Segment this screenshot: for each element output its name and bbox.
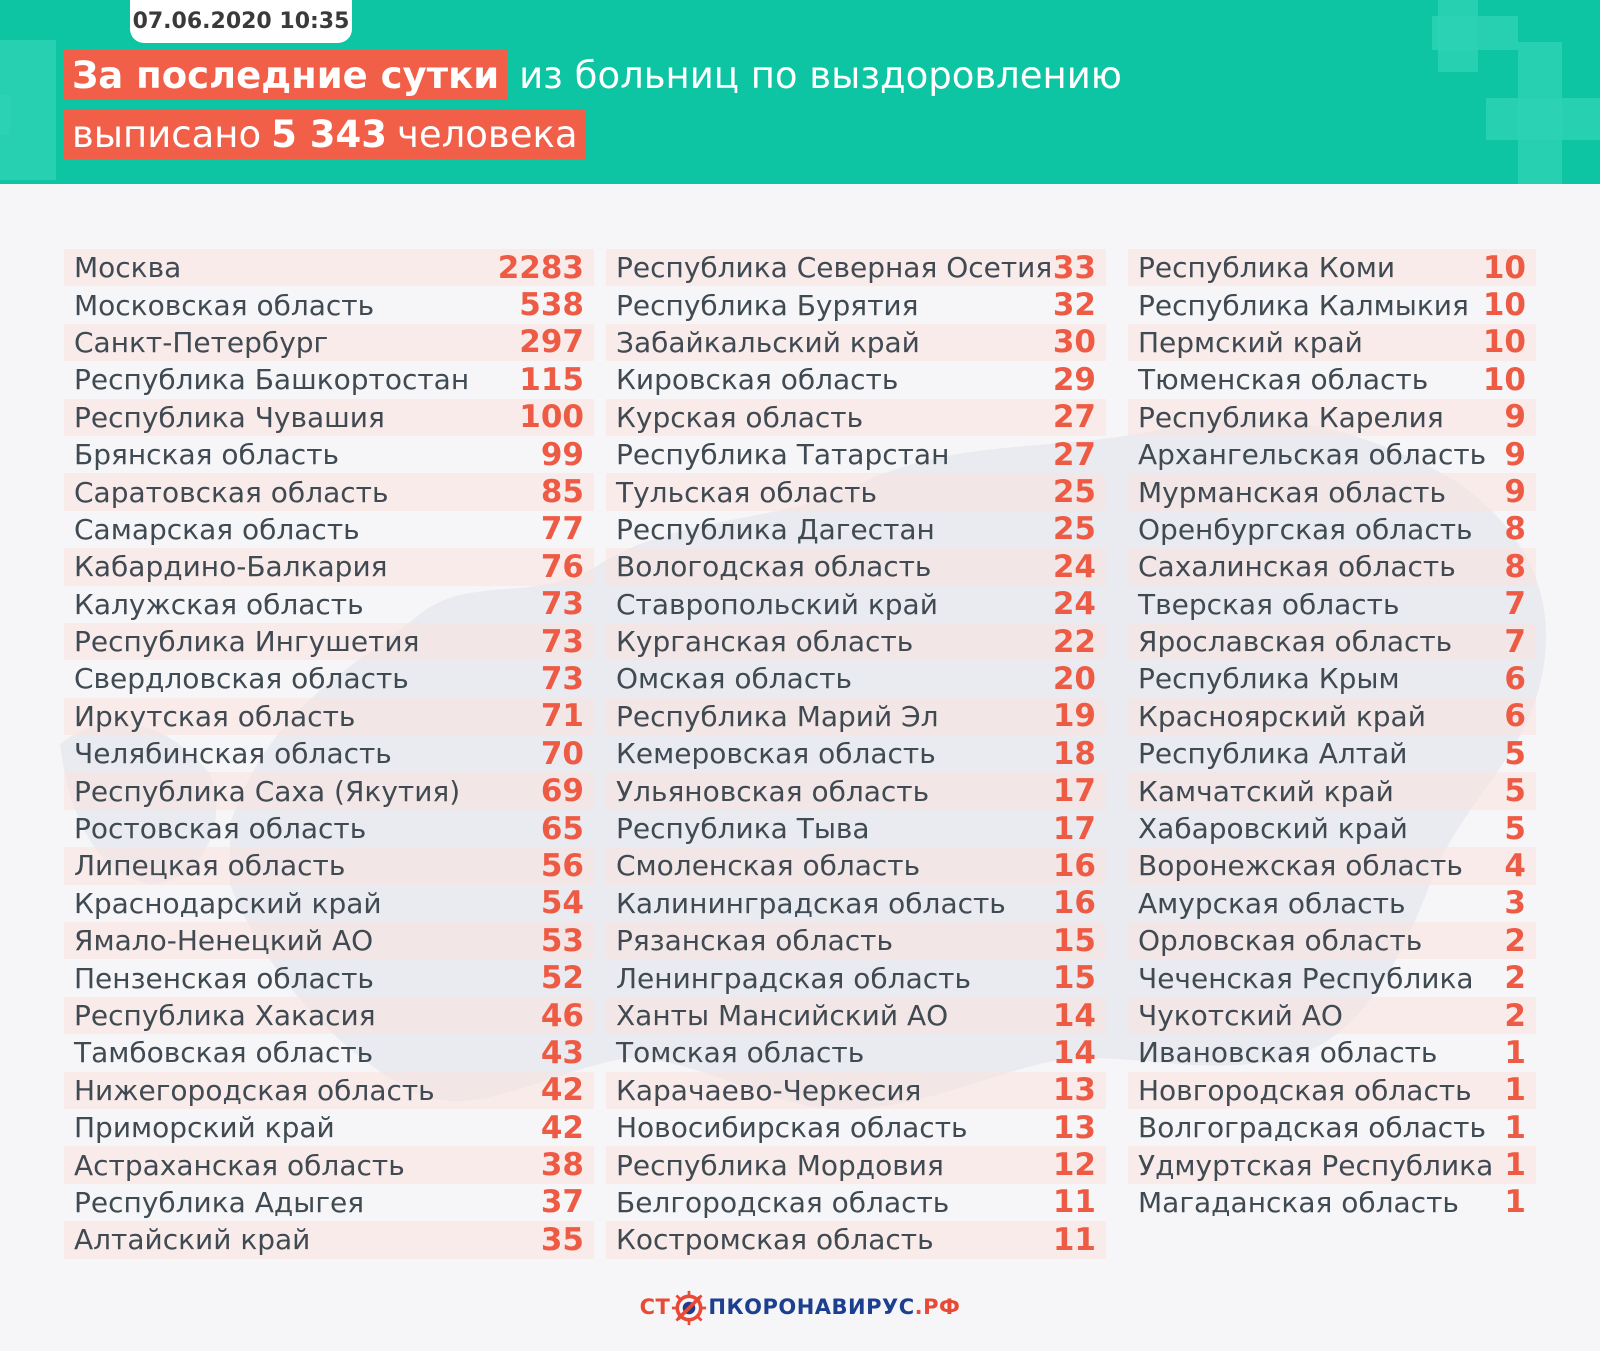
region-name: Оренбургская область [1138,512,1473,546]
region-row [606,361,1106,398]
region-count: 13 [1052,1072,1096,1109]
region-name: Краснодарский край [74,886,382,920]
region-row [1128,1109,1536,1146]
region-count: 13 [1052,1109,1096,1146]
region-count: 6 [1504,660,1526,697]
logo-text-left: СТ [639,1295,671,1319]
region-count: 52 [540,960,584,997]
region-row [64,660,594,697]
region-count: 15 [1052,960,1096,997]
title-highlight: За последние сутки [64,50,507,100]
header-banner [0,0,1600,184]
region-row [64,511,594,548]
region-name: Калужская область [74,587,364,621]
region-count: 2283 [497,249,584,286]
region-count: 85 [540,474,584,511]
region-name: Вологодская область [616,550,932,584]
region-count: 71 [540,698,584,735]
region-count: 30 [1052,324,1096,361]
region-count: 1 [1504,1109,1526,1146]
region-count: 22 [1052,623,1096,660]
region-row [1128,473,1536,510]
region-row [606,922,1106,959]
region-name: Тамбовская область [74,1036,374,1070]
region-name: Республика Ингушетия [74,625,420,659]
region-row [64,922,594,959]
region-count: 15 [1052,922,1096,959]
region-name: Волгоградская область [1138,1111,1486,1145]
region-count: 24 [1052,586,1096,623]
region-name: Ханты Мансийский АО [616,999,949,1032]
region-name: Республика Татарстан [616,438,950,472]
region-name: Московская область [74,288,375,322]
region-name: Орловская область [1138,924,1423,958]
region-name: Москва [74,251,182,285]
region-row [1128,997,1536,1034]
region-row [1128,1034,1536,1071]
region-row [606,772,1106,809]
region-row [64,885,594,922]
region-count: 7 [1504,586,1526,623]
region-name: Карачаево-Черкесия [616,1073,922,1107]
region-row [64,286,594,323]
region-row [1128,1184,1536,1221]
region-name: Нижегородская область [74,1073,435,1107]
region-row [606,847,1106,884]
region-count: 19 [1052,698,1096,735]
region-count: 8 [1504,548,1526,585]
region-name: Республика Северная Осетия [616,251,1053,285]
region-count: 29 [1052,361,1096,398]
region-row [1128,810,1536,847]
title-line-2 [64,107,586,161]
region-name: Курская область [616,400,864,434]
logo-tld: .РФ [914,1295,961,1319]
region-row [1128,698,1536,735]
region-name: Республика Чувашия [74,400,385,434]
region-count: 33 [1052,249,1096,286]
region-name: Чукотский АО [1138,999,1343,1032]
region-count: 20 [1052,660,1096,697]
region-row [1128,1072,1536,1109]
region-row [64,1034,594,1071]
region-name: Республика Алтай [1138,737,1408,771]
region-count: 14 [1052,997,1096,1034]
region-row [606,1184,1106,1221]
region-name: Иркутская область [74,699,356,733]
region-row [64,847,594,884]
region-count: 16 [1052,847,1096,884]
region-name: Санкт-Петербург [74,325,329,359]
region-count: 42 [540,1109,584,1146]
region-name: Ярославская область [1138,625,1453,659]
region-name: Ленинградская область [616,961,971,995]
region-name: Тверская область [1138,587,1400,621]
region-name: Республика Крым [1138,662,1400,696]
region-row [606,324,1106,361]
region-name: Ставропольский край [616,587,938,621]
decorative-cross-icon [1486,98,1600,140]
region-name: Костромская область [616,1223,934,1257]
region-count: 27 [1052,436,1096,473]
region-row [64,1072,594,1109]
region-count: 53 [540,922,584,959]
region-row [606,997,1106,1034]
region-row [606,810,1106,847]
region-name: Калининградская область [616,886,1006,920]
region-row [64,586,594,623]
region-name: Республика Коми [1138,251,1396,285]
region-name: Республика Дагестан [616,512,935,546]
region-count: 17 [1052,810,1096,847]
region-row [64,436,594,473]
region-count: 73 [540,586,584,623]
region-count: 32 [1052,287,1096,324]
region-name: Хабаровский край [1138,812,1408,846]
region-row [606,735,1106,772]
region-count: 16 [1052,885,1096,922]
region-count: 56 [540,847,584,884]
region-count: 10 [1482,361,1526,398]
region-count: 77 [540,511,584,548]
region-name: Амурская область [1138,886,1406,920]
region-count: 5 [1504,810,1526,847]
region-row [1128,922,1536,959]
region-row [64,399,594,436]
region-name: Кемеровская область [616,737,936,771]
region-row [1128,623,1536,660]
title-total-number: 5 343 [271,112,387,156]
region-row [1128,772,1536,809]
region-count: 14 [1052,1034,1096,1071]
region-count: 297 [519,324,584,361]
region-count: 38 [540,1147,584,1184]
region-count: 1 [1504,1184,1526,1221]
region-row [1128,885,1536,922]
region-row [606,399,1106,436]
region-name: Магаданская область [1138,1185,1459,1219]
region-name: Удмуртская Республика [1138,1148,1494,1182]
region-row [1128,324,1536,361]
region-name: Самарская область [74,512,360,546]
region-name: Республика Калмыкия [1138,288,1469,322]
region-row [64,997,594,1034]
region-row [1128,1146,1536,1183]
region-count: 76 [540,548,584,585]
region-row [1128,249,1536,286]
region-row [606,1072,1106,1109]
logo-text-right: ПКОРОНАВИРУС [708,1295,915,1319]
title-discharged-label: выписано [72,112,262,156]
regions-column-3 [1128,249,1536,1221]
region-row [64,361,594,398]
region-name: Белгородская область [616,1185,950,1219]
region-name: Кабардино-Балкария [74,550,388,584]
region-name: Республика Марий Эл [616,699,939,733]
region-name: Ивановская область [1138,1036,1438,1070]
region-count: 9 [1504,436,1526,473]
decorative-cross-icon [0,95,10,135]
region-count: 6 [1504,698,1526,735]
region-count: 7 [1504,623,1526,660]
region-count: 4 [1504,847,1526,884]
region-name: Липецкая область [74,849,346,883]
region-count: 1 [1504,1072,1526,1109]
region-row [64,249,594,286]
region-count: 5 [1504,773,1526,810]
region-row [606,473,1106,510]
region-name: Республика Бурятия [616,288,919,322]
region-count: 9 [1504,474,1526,511]
region-count: 2 [1504,922,1526,959]
region-row [606,286,1106,323]
region-row [606,885,1106,922]
title-total-block [64,109,586,159]
region-row [606,698,1106,735]
region-count: 11 [1052,1184,1096,1221]
region-row [64,1109,594,1146]
region-name: Курганская область [616,625,914,659]
region-row [64,772,594,809]
region-count: 54 [540,885,584,922]
region-name: Республика Адыгея [74,1185,365,1219]
region-row [64,810,594,847]
region-count: 1 [1504,1034,1526,1071]
region-name: Челябинская область [74,737,392,771]
region-row [64,735,594,772]
region-count: 46 [540,997,584,1034]
region-row [606,1221,1106,1258]
region-row [606,1034,1106,1071]
title-people-label: человека [396,112,578,156]
region-name: Приморский край [74,1111,335,1145]
region-count: 3 [1504,885,1526,922]
region-row [1128,847,1536,884]
region-name: Свердловская область [74,662,409,696]
region-row [1128,436,1536,473]
region-count: 12 [1052,1147,1096,1184]
region-name: Республика Хакасия [74,999,376,1032]
coronavirus-icon [671,1290,707,1326]
region-count: 11 [1052,1221,1096,1258]
region-name: Саратовская область [74,475,389,509]
region-row [606,548,1106,585]
region-count: 37 [540,1184,584,1221]
region-row [606,1146,1106,1183]
region-count: 70 [540,735,584,772]
region-name: Сахалинская область [1138,550,1456,584]
region-count: 1 [1504,1147,1526,1184]
region-row [606,249,1106,286]
region-row [606,623,1106,660]
date-badge: 07.06.2020 10:35 [130,0,352,43]
region-count: 10 [1482,249,1526,286]
stopcoronavirus-logo [0,1290,1600,1326]
regions-column-2 [606,249,1106,1259]
title-line-1 [64,48,1122,102]
region-count: 69 [540,773,584,810]
region-count: 115 [519,361,584,398]
region-count: 99 [540,436,584,473]
region-name: Забайкальский край [616,325,920,359]
region-row [64,1146,594,1183]
region-row [64,324,594,361]
region-count: 73 [540,660,584,697]
region-name: Рязанская область [616,924,893,958]
region-name: Республика Тыва [616,812,870,846]
region-count: 100 [519,399,584,436]
region-count: 35 [540,1221,584,1258]
region-row [606,436,1106,473]
region-name: Ульяновская область [616,774,930,808]
region-name: Новгородская область [1138,1073,1472,1107]
region-row [1128,735,1536,772]
decorative-cross-icon [1432,16,1518,50]
region-name: Республика Саха (Якутия) [74,774,461,808]
region-row [606,586,1106,623]
region-row [1128,399,1536,436]
region-row [64,623,594,660]
region-name: Камчатский край [1138,774,1394,808]
region-count: 10 [1482,324,1526,361]
title-rest: из больниц по выздоровлению [519,53,1122,97]
region-name: Красноярский край [1138,699,1426,733]
region-row [64,1221,594,1258]
region-name: Смоленская область [616,849,921,883]
region-row [64,698,594,735]
region-count: 42 [540,1072,584,1109]
region-row [64,473,594,510]
region-row [1128,286,1536,323]
region-name: Республика Башкортостан [74,363,470,397]
region-name: Алтайский край [74,1223,311,1257]
region-row [64,548,594,585]
region-count: 10 [1482,287,1526,324]
region-row [1128,959,1536,996]
region-count: 73 [540,623,584,660]
region-row [1128,660,1536,697]
region-row [1128,586,1536,623]
region-name: Республика Карелия [1138,400,1444,434]
region-name: Ростовская область [74,812,367,846]
regions-column-1 [64,249,594,1259]
region-name: Мурманская область [1138,475,1446,509]
region-row [606,1109,1106,1146]
region-count: 18 [1052,735,1096,772]
region-name: Томская область [616,1036,865,1070]
region-count: 2 [1504,997,1526,1034]
region-count: 25 [1052,474,1096,511]
region-name: Пермский край [1138,325,1363,359]
region-name: Пензенская область [74,961,374,995]
region-row [1128,361,1536,398]
region-name: Тюменская область [1138,363,1429,397]
region-name: Брянская область [74,438,340,472]
region-name: Астраханская область [74,1148,405,1182]
region-name: Кировская область [616,363,899,397]
region-count: 5 [1504,735,1526,772]
region-count: 8 [1504,511,1526,548]
region-row [606,959,1106,996]
region-count: 65 [540,810,584,847]
region-name: Воронежская область [1138,849,1463,883]
region-name: Республика Мордовия [616,1148,944,1182]
region-count: 2 [1504,960,1526,997]
region-count: 25 [1052,511,1096,548]
region-name: Чеченская Республика [1138,961,1474,995]
region-count: 43 [540,1034,584,1071]
region-row [606,660,1106,697]
region-name: Ямало-Ненецкий АО [74,924,374,958]
region-count: 17 [1052,773,1096,810]
region-name: Омская область [616,662,853,696]
region-row [1128,511,1536,548]
region-name: Архангельская область [1138,438,1487,472]
region-count: 538 [519,287,584,324]
region-name: Новосибирская область [616,1111,968,1145]
region-name: Тульская область [616,475,877,509]
region-count: 24 [1052,548,1096,585]
region-row [1128,548,1536,585]
region-count: 27 [1052,399,1096,436]
region-row [606,511,1106,548]
region-row [64,959,594,996]
region-row [64,1184,594,1221]
region-count: 9 [1504,399,1526,436]
